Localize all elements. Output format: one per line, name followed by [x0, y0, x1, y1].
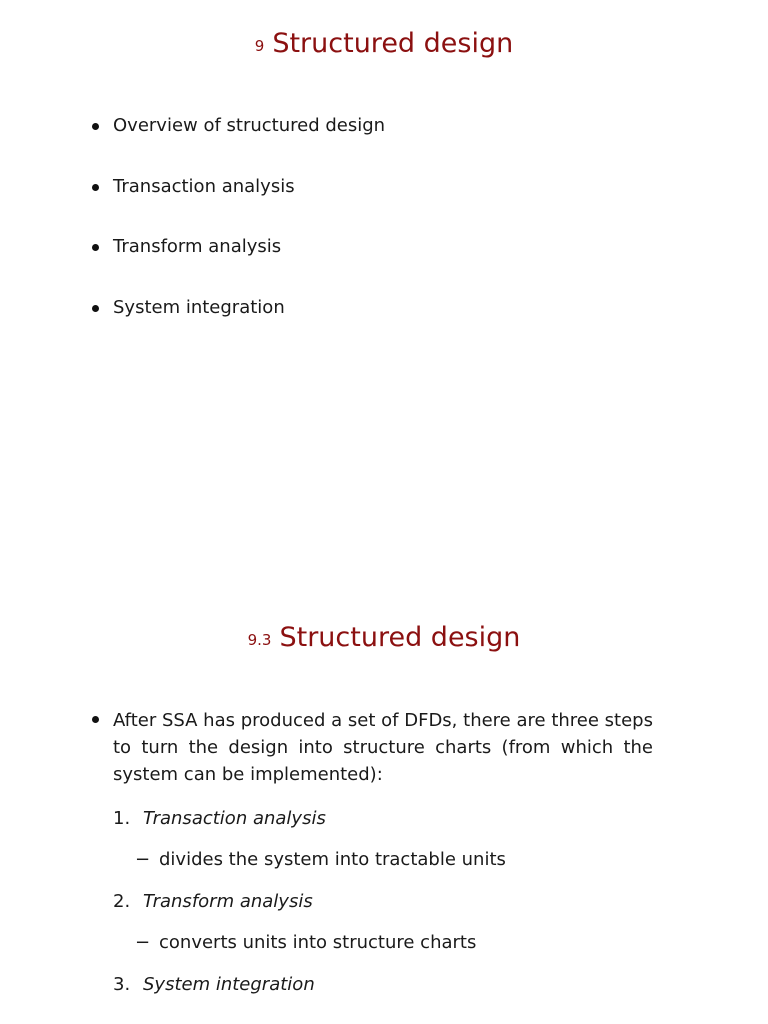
slide-structured-design-steps — [0, 600, 768, 1024]
step-detail-text: converts units into structure charts — [159, 932, 477, 953]
step-item-transform-analysis — [113, 890, 673, 914]
dash-icon: − — [135, 849, 151, 870]
step-detail-text: divides the system into tractable units — [159, 849, 506, 870]
intro-bullet — [92, 707, 653, 788]
bullet-icon — [92, 123, 99, 130]
bullet-icon — [92, 716, 99, 723]
intro-text: After SSA has produced a set of DFDs, there are three steps to turn the design into structure charts (from which the system can be implemented): — [113, 710, 653, 785]
step-number: 3. — [113, 974, 131, 995]
step-detail-item — [113, 848, 673, 872]
dash-icon: − — [135, 932, 151, 953]
step-name: Transform analysis — [143, 891, 313, 912]
slide-heading — [0, 28, 768, 59]
slide-title: Structured design — [279, 622, 521, 653]
bullet-text: Overview of structured design — [113, 115, 386, 136]
slide-title: Structured design — [272, 28, 514, 59]
step-item-transaction-analysis — [113, 807, 673, 831]
section-number: 9 — [254, 37, 265, 55]
bullet-icon — [92, 184, 99, 191]
bullet-icon — [92, 244, 99, 251]
bullet-text: Transaction analysis — [113, 175, 295, 197]
section-number: 9.3 — [247, 631, 272, 649]
slide-heading — [0, 622, 768, 653]
bullet-text: Transform analysis — [113, 236, 282, 257]
step-name: System integration — [143, 974, 315, 995]
step-name: Transaction analysis — [143, 808, 326, 829]
bullet-item-transaction-analysis — [92, 175, 385, 199]
step-detail-item — [113, 931, 673, 955]
step-number: 2. — [113, 891, 131, 912]
bullet-icon — [92, 305, 99, 312]
step-number: 1. — [113, 808, 131, 829]
bullet-item-transform-analysis — [92, 235, 385, 259]
step-item-system-integration — [113, 973, 673, 997]
overview-bullet-list — [92, 114, 385, 356]
steps-list — [113, 807, 673, 997]
bullet-text: System integration — [113, 296, 285, 318]
bullet-item-system-integration — [92, 296, 385, 320]
bullet-item-overview — [92, 114, 385, 138]
